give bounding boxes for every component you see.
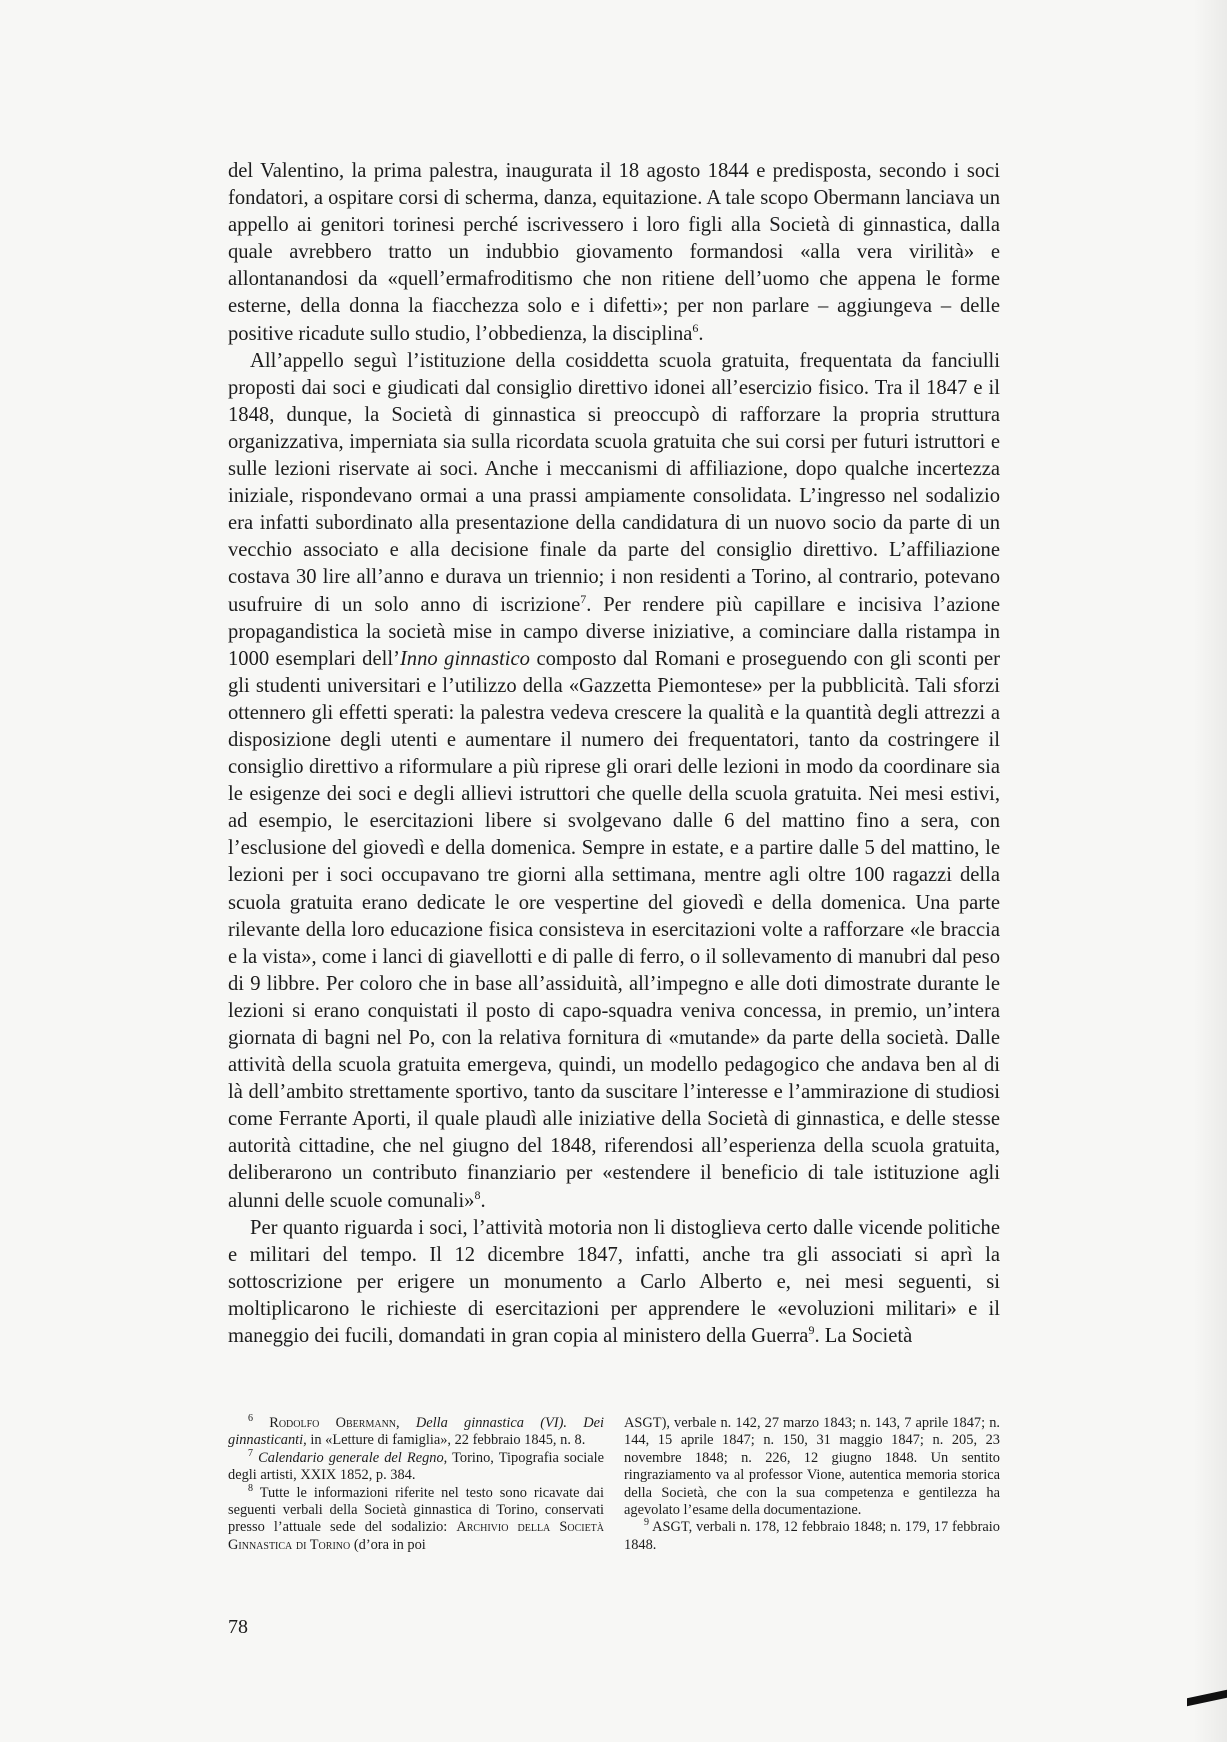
footnote-ref-9[interactable]: 9 bbox=[808, 1323, 815, 1338]
paragraph-3: Per quanto riguarda i soci, l’attività motoria non li distoglieva certo dalle vicende politiche e militari del tempo. Il 12 dicembre 1847, infatti, anche tra gli associati si aprì la sottoscrizione per erigere un monumento a Carlo Alberto e, nei mesi seguenti, si moltiplicarono le richieste di esercitazioni per apprendere le «evoluzioni militari» e il maneggio dei fucili, domandati in gran copia al ministero della Guerra$^9$. La Società bbox=[228, 1216, 1000, 1348]
paragraph-2: All’appello seguì l’istituzione della cosiddetta scuola gratuita, frequentata da fanciulli proposti dai soci e giudicati dal consiglio direttivo idonei all’esercizio fisico. Tra il 1847 e il 1848, dunque, la Società di ginnastica si preoccupò di rafforzare la propria struttura organizzativa, imperniata sia sulla ricordata scuola gratuita che sui corsi per futuri istruttori e sulle lezioni riservate ai soci. Anche i meccanismi di affiliazione, dopo qualche incertezza iniziale, rispondevano ormai a una prassi ampiamente consolidata. L’ingresso nel sodalizio era infatti subordinato alla presentazione della candidatura di un nuovo socio da parte di un vecchio associato e alla decisione finale da parte del consiglio direttivo. L’affiliazione costava 30 lire all’anno e durava un triennio; i non residenti a Torino, al contrario, potevano usufruire di un solo anno di iscrizione$^7$. Per rendere più capillare e incisiva l’azione propagandistica la società mise in campo diverse iniziative, a cominciare dalla ristampa in 1000 esemplari dell’Inno ginnastico composto dal Romani e proseguendo con gli sconti per gli studenti universitari e l’utilizzo della «Gazzetta Piemontese» per la pubblicità. Tali sforzi ottennero gli effetti sperati: la palestra vedeva crescere la qualità e la quantità degli attrezzi a disposizione degli utenti e aumentare il numero dei frequentatori, tanto da costringere il consiglio direttivo a riformulare a più riprese gli orari delle lezioni in modo da coordinare sia le esigenze dei soci e degli allievi istruttori che quelle della scuola gratuita. Nei mesi estivi, ad esempio, le esercitazioni libere si svolgevano dalle 6 del mattino fino a sera, con l’esclusione del giovedì e della domenica. Sempre in estate, e a partire dalle 5 del mattino, le lezioni per i soci occupavano tre giorni alla settimana, mentre agli oltre 100 ragazzi della scuola gratuita erano dedicate le ore vespertine del giovedì e della domenica. Una parte rilevante della loro educazione fisica consisteva in esercitazioni volte a rafforzare «le braccia e la vista», come i lanci di giavellotti e di palle di ferro, o il sollevamento di manubri dal peso di 9 libbre. Per coloro che in base all’assiduità, all’impegno e alle doti dimostrate durante le lezioni si erano conquistati il posto di capo-squadra veniva concessa, in premio, un’intera giornata di bagni nel Po, con la relativa fornitura di «mutande» da parte della società. Dalle attività della scuola gratuita emergeva, quindi, un modello pedagogico che andava ben al di là dell’ambito strettamente sportivo, tanto da suscitare l’interesse e l’ammirazione di studiosi come Ferrante Aporti, il quale plaudì alle iniziative della Società di ginnastica, e delle stesse autorità cittadine, che nel giugno del 1848, riferendosi all’esperienza della scuola gratuita, deliberarono un contributo finanziario per «estendere il beneficio di tale istituzione agli alunni delle scuole comunali»$^8$. bbox=[228, 349, 1001, 1212]
paragraph-1: del Valentino, la prima palestra, inaugurata il 18 agosto 1844 e predisposta, secondo i soci fondatori, a ospitare corsi di scherma, danza, equitazione. A tale scopo Obermann lanciava un appello ai genitori torinesi perché iscrivessero i loro figli alla Società di ginnastica, dalla quale avrebbero tratto un indubbio giovamento formandosi «alla vera virilità» e allontanandosi da «quell’ermafroditismo che non ritiene dell’uomo che appena le forme esterne, della donna la fiacchezza solo e i difetti»; per non parlare – aggiungeva – delle positive ricadute sullo studio, l’obbedienza, la disciplina$^6$. bbox=[228, 160, 1000, 345]
footnotes bbox=[228, 1415, 1000, 1554]
footnote-8: $^8$ Tutte le informazioni riferite nel testo sono ricavate dai seguenti verbali della Società ginnastica di Torino, conservati presso l’attuale sede del sodalizio: Archivio della Società Ginnastica di Torino (d’ora in poi bbox=[228, 1482, 605, 1553]
page-number: 78 bbox=[228, 1616, 248, 1638]
footnote-8-continued: ASGT), verbale n. 142, 27 marzo 1843; n. 143, 7 aprile 1847; n. 144, 15 aprile 1847; n. 150, 31 maggio 1847; n. 205, 23 novembre 1848; n. 226, 12 giugno 1848. Un sentito ringraziamento va al professor Vione, autentica memoria storica della Società, che con la sua competenza e gentilezza ha agevolato l’esame della documentazione. bbox=[624, 1415, 1000, 1519]
work-title: Inno ginnastico bbox=[399, 647, 530, 670]
footnotes-right-column bbox=[624, 1415, 1000, 1554]
footnote-6: $^6$ Rodolfo Obermann, Della ginnastica (VI). Dei ginnasticanti, in «Letture di famiglia», 22 febbraio 1845, n. 8. bbox=[228, 1413, 604, 1449]
footnote-ref-7[interactable]: 7 bbox=[580, 591, 587, 606]
footnote-ref-8[interactable]: 8 bbox=[474, 1187, 481, 1202]
body-text bbox=[228, 158, 1000, 1350]
footnote-ref-6[interactable]: 6 bbox=[692, 320, 699, 335]
footnote-7: $^7$ Calendario generale del Regno, Torino, Tipografia sociale degli artisti, XXIX 1852, p. 384. bbox=[228, 1448, 604, 1484]
footnotes-left-column bbox=[228, 1415, 604, 1554]
footnote-9: $^9$ ASGT, verbali n. 178, 12 febbraio 1848; n. 179, 17 febbraio 1848. bbox=[624, 1517, 1000, 1553]
scan-edge-shadow bbox=[1193, 0, 1227, 1742]
